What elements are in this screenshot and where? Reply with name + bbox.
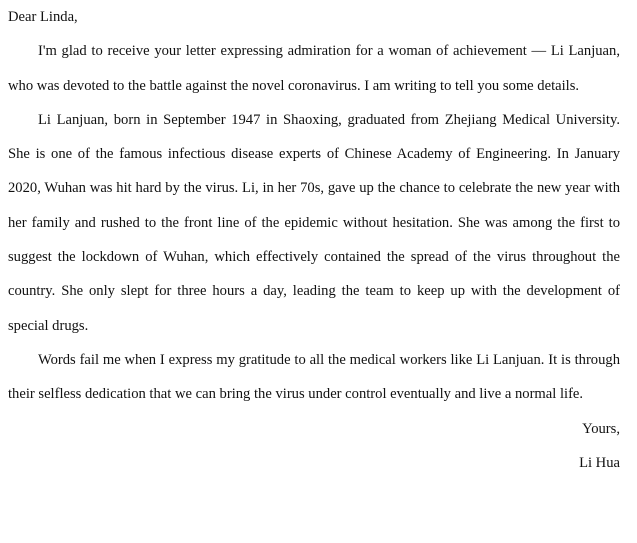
letter [8,0,620,480]
paragraph-biography: Li Lanjuan, born in September 1947 in Shaoxing, graduated from Zhejiang Medical University. She is one of the famous infectious disease experts of Chinese Academy of Engineering. In January 2020, Wuhan was hit hard by the virus. Li, in her 70s, gave up the chance to celebrate the new year with her family and rushed to the front line of the epidemic without hesitation. She was among the first to suggest the lockdown of Wuhan, which effectively contained the spread of the virus throughout the country. She only slept for three hours a day, leading the team to keep up with the development of special drugs. [8,111,620,334]
signature: Li Hua [579,454,620,471]
paragraph-gratitude: Words fail me when I express my gratitude to all the medical workers like Li Lanjuan. It is through their selfless dedication that we can bring the virus under control eventually and live a normal life. [8,351,620,403]
paragraph-intro: I'm glad to receive your letter expressing admiration for a woman of achievement — Li Lanjuan, who was devoted to the battle against the novel coronavirus. I am writing to tell you some details. [8,43,620,94]
salutation: Dear Linda, [8,9,78,25]
closing: Yours, [582,420,620,437]
